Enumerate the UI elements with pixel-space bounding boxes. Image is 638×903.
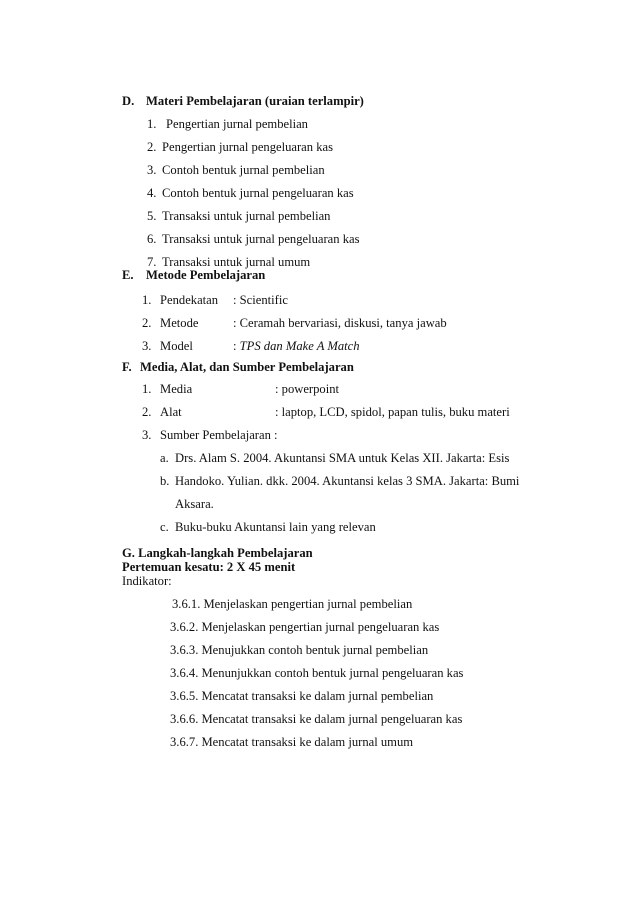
indicator-item: 3.6.2. Menjelaskan pengertian jurnal pengeluaran kas xyxy=(170,620,440,634)
section-f-letter: F. xyxy=(122,360,132,374)
list-item: 3. Sumber Pembelajaran : xyxy=(142,428,278,442)
list-item: 7. Transaksi untuk jurnal umum xyxy=(147,255,311,269)
indicator-item: 3.6.3. Menujukkan contoh bentuk jurnal pembelian xyxy=(170,643,429,657)
list-item: 2. Metode : Ceramah bervariasi, diskusi, tanya jawab xyxy=(142,316,447,330)
list-item: 6. Transaksi untuk jurnal pengeluaran kas xyxy=(147,232,360,246)
indicator-item: 3.6.5. Mencatat transaksi ke dalam jurnal pembelian xyxy=(170,689,434,703)
section-e-letter: E. xyxy=(122,268,134,282)
section-g-title: G. Langkah-langkah Pembelajaran xyxy=(122,546,313,560)
section-e-title: Metode Pembelajaran xyxy=(146,268,266,282)
section-f-title: Media, Alat, dan Sumber Pembelajaran xyxy=(140,360,354,374)
list-item: 4. Contoh bentuk jurnal pengeluaran kas xyxy=(147,186,354,200)
indicator-item: 3.6.6. Mencatat transaksi ke dalam jurnal pengeluaran kas xyxy=(170,712,463,726)
indicator-label: Indikator: xyxy=(122,574,172,588)
section-d-title: Materi Pembelajaran (uraian terlampir) xyxy=(146,94,364,108)
source-item-continuation: Aksara. xyxy=(175,497,214,511)
indicator-item: 3.6.4. Menunjukkan contoh bentuk jurnal pengeluaran kas xyxy=(170,666,464,680)
source-item: a. Drs. Alam S. 2004. Akuntansi SMA untuk Kelas XII. Jakarta: Esis xyxy=(160,451,510,465)
list-item: 2. Pengertian jurnal pengeluaran kas xyxy=(147,140,333,154)
list-item: 5. Transaksi untuk jurnal pembelian xyxy=(147,209,331,223)
list-item: 1. Media : powerpoint xyxy=(142,382,340,396)
list-item: 3. Contoh bentuk jurnal pembelian xyxy=(147,163,325,177)
section-d-letter: D. xyxy=(122,94,135,108)
source-item: b. Handoko. Yulian. dkk. 2004. Akuntansi kelas 3 SMA. Jakarta: Bumi xyxy=(160,474,520,488)
list-item: 1. Pendekatan : Scientific xyxy=(142,293,288,307)
list-item: 3. Model : TPS dan Make A Match xyxy=(142,339,360,353)
list-item: 2. Alat : laptop, LCD, spidol, papan tulis, buku materi xyxy=(142,405,510,419)
source-item: c. Buku-buku Akuntansi lain yang relevan xyxy=(160,520,376,534)
list-item: 1. Pengertian jurnal pembelian xyxy=(147,117,308,131)
meeting-label: Pertemuan kesatu: 2 X 45 menit xyxy=(122,560,296,574)
indicator-item: 3.6.1. Menjelaskan pengertian jurnal pembelian xyxy=(172,597,413,611)
indicator-item: 3.6.7. Mencatat transaksi ke dalam jurnal umum xyxy=(170,735,414,749)
